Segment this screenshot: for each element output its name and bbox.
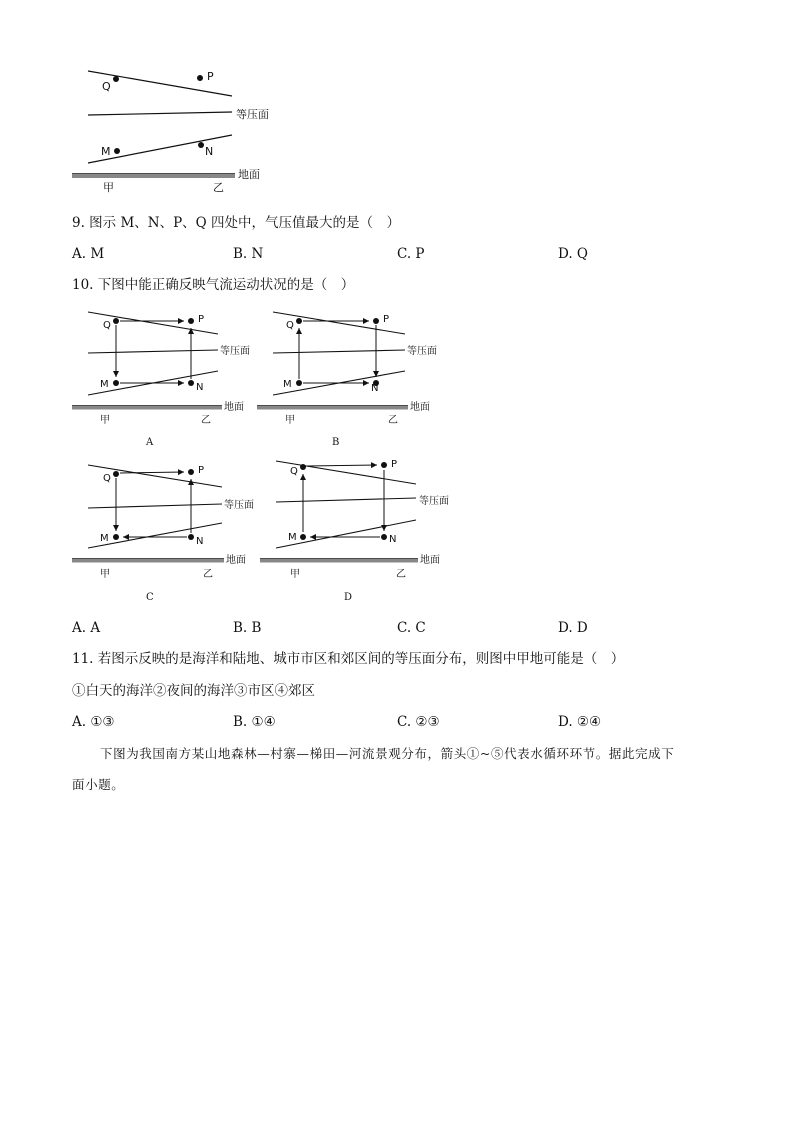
q11-choices: ①白天的海洋②夜间的海洋③市区④郊区 <box>72 683 315 699</box>
q10-stem: 10. 下图中能正确反映气流运动状况的是（ ） <box>72 277 355 293</box>
svg-text:N: N <box>196 382 204 393</box>
svg-text:P: P <box>198 314 205 325</box>
point-p <box>197 75 203 81</box>
q10-caption-a: A <box>146 437 154 448</box>
svg-text:M: M <box>100 379 109 390</box>
top-isobar-diagram <box>60 62 290 197</box>
svg-text:P: P <box>198 465 205 476</box>
svg-text:乙: 乙 <box>201 415 211 426</box>
label-p: P <box>207 70 214 83</box>
q9-option-b: B. N <box>233 246 264 262</box>
q11-option-a: A. ①③ <box>72 714 115 730</box>
label-jia: 甲 <box>103 181 114 194</box>
svg-text:Q: Q <box>103 473 111 484</box>
svg-text:P: P <box>391 459 398 470</box>
point-q <box>113 76 119 82</box>
q10-option-a: A. A <box>72 620 101 636</box>
svg-text:地面: 地面 <box>224 402 244 413</box>
svg-text:Q: Q <box>290 466 298 477</box>
q11-stem: 11. 若图示反映的是海洋和陆地、城市市区和郊区间的等压面分布，则图中甲地可能是（ ） <box>72 651 625 667</box>
q11-option-d: D. ②④ <box>558 714 602 730</box>
label-n: N <box>205 145 214 158</box>
q9-stem: 9. 图示 M、N、P、Q 四处中，气压值最大的是（ ） <box>72 215 401 231</box>
svg-text:N: N <box>196 536 204 547</box>
svg-text:P: P <box>383 314 390 325</box>
label-yi: 乙 <box>213 181 224 194</box>
q10-figure-a <box>60 303 260 453</box>
q10-caption-b: B <box>332 437 340 448</box>
svg-text:甲: 甲 <box>285 415 295 426</box>
q9-option-c: C. P <box>397 246 425 262</box>
q10-option-c: C. C <box>397 620 426 636</box>
svg-text:N: N <box>389 534 397 545</box>
q10-caption-d: D <box>344 592 353 603</box>
q9-option-a: A. M <box>72 246 105 262</box>
svg-text:N: N <box>371 383 379 394</box>
q10-figure-b <box>245 303 455 453</box>
svg-text:M: M <box>283 379 292 390</box>
svg-text:甲: 甲 <box>100 415 110 426</box>
intro-line-1: 下图为我国南方某山地森林—村寨—梯田—河流景观分布，箭头①~⑤代表水循环环节。据此完成下 <box>100 746 675 761</box>
svg-text:乙: 乙 <box>388 415 398 426</box>
point-n <box>198 142 204 148</box>
svg-text:地面: 地面 <box>226 555 246 566</box>
label-isobar: 等压面 <box>236 108 269 121</box>
q10-option-b: B. B <box>233 620 262 636</box>
svg-text:地面: 地面 <box>420 555 440 566</box>
svg-text:M: M <box>288 532 297 543</box>
q11-option-b: B. ①④ <box>233 714 276 730</box>
svg-text:乙: 乙 <box>203 569 213 580</box>
q11-option-c: C. ②③ <box>397 714 440 730</box>
svg-text:Q: Q <box>103 320 111 331</box>
svg-text:甲: 甲 <box>290 569 300 580</box>
q9-option-d: D. Q <box>558 246 588 262</box>
label-ground: 地面 <box>238 168 260 181</box>
svg-text:甲: 甲 <box>100 569 110 580</box>
svg-text:等压面: 等压面 <box>224 500 254 511</box>
q10-figure-d <box>248 456 468 606</box>
label-m: M <box>101 145 111 158</box>
svg-text:M: M <box>100 533 109 544</box>
svg-text:等压面: 等压面 <box>407 346 437 357</box>
q10-caption-c: C <box>146 592 154 603</box>
q10-option-d: D. D <box>558 620 588 636</box>
svg-text:等压面: 等压面 <box>419 496 449 507</box>
label-q: Q <box>102 80 111 93</box>
svg-text:地面: 地面 <box>410 402 430 413</box>
svg-text:Q: Q <box>286 320 294 331</box>
q10-figure-c <box>60 456 270 606</box>
point-m <box>114 148 120 154</box>
svg-text:乙: 乙 <box>396 569 406 580</box>
svg-text:等压面: 等压面 <box>220 346 250 357</box>
intro-line-2: 面小题。 <box>72 777 125 792</box>
